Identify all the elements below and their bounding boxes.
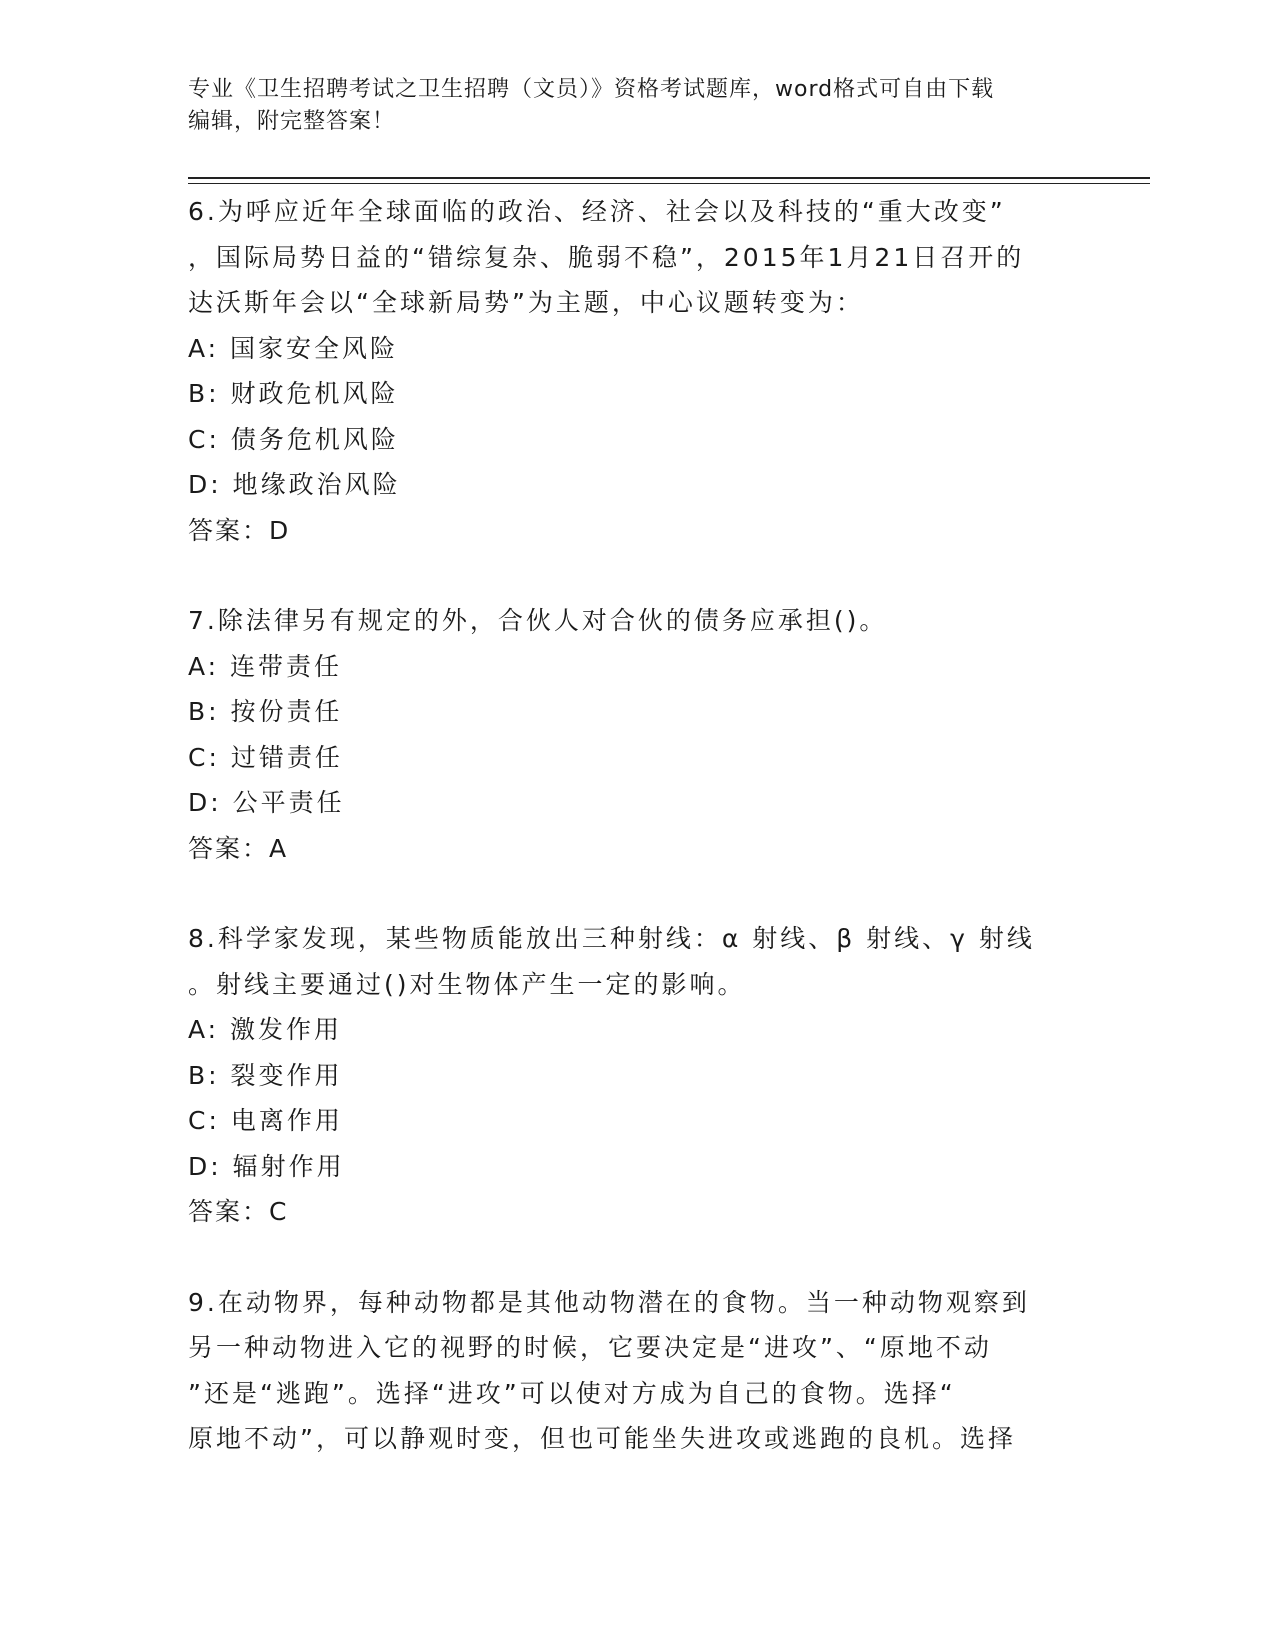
option-b: B: 按份责任 (188, 697, 343, 726)
answer-label: 答案：C (188, 1197, 289, 1226)
header-divider-thick (188, 177, 1150, 179)
answer-label: 答案：A (188, 833, 289, 863)
option-c: C: 债务危机风险 (188, 424, 399, 454)
question-text: 另一种动物进入它的视野的时候，它要决定是“进攻”、“原地不动 (188, 1333, 992, 1362)
option-d: D: 地缘政治风险 (188, 470, 401, 499)
question-block (188, 189, 1088, 553)
question-block (188, 598, 1088, 871)
question-block (188, 1280, 1088, 1462)
answer-label: 答案：D (188, 515, 291, 545)
question-text: 原地不动”，可以静观时变，但也可能坐失进攻或逃跑的良机。选择 (188, 1424, 1016, 1453)
option-d: D: 辐射作用 (188, 1151, 345, 1181)
option-b: B: 财政危机风险 (188, 379, 399, 408)
question-block (188, 916, 1088, 1235)
question-spacer (188, 871, 1088, 916)
option-a: A: 国家安全风险 (188, 333, 399, 363)
question-list (188, 189, 1088, 1462)
document-header (188, 74, 1088, 138)
header-line-1: 专业《卫生招聘考试之卫生招聘（文员）》资格考试题库，word格式可自由下载 (188, 77, 995, 102)
option-d: D: 公平责任 (188, 788, 345, 817)
question-text: 8.科学家发现，某些物质能放出三种射线：α 射线、β 射线、γ 射线 (188, 924, 1035, 953)
option-a: A: 激发作用 (188, 1015, 343, 1044)
question-spacer (188, 553, 1088, 598)
option-c: C: 过错责任 (188, 742, 343, 772)
header-divider-thin (188, 183, 1150, 184)
question-text: ”还是“逃跑”。选择“进攻”可以使对方成为自己的食物。选择“ (188, 1378, 956, 1408)
question-text: 。射线主要通过()对生物体产生一定的影响。 (188, 969, 746, 999)
option-b: B: 裂变作用 (188, 1060, 343, 1090)
question-text: 7.除法律另有规定的外，合伙人对合伙的债务应承担()。 (188, 606, 888, 635)
option-c: C: 电离作用 (188, 1106, 343, 1135)
question-spacer (188, 1235, 1088, 1280)
question-text: ，国际局势日益的“错综复杂、脆弱不稳”，2015年1月21日召开的 (188, 242, 1025, 272)
question-text: 9.在动物界，每种动物都是其他动物潜在的食物。当一种动物观察到 (188, 1287, 1030, 1317)
question-text: 6.为呼应近年全球面临的政治、经济、社会以及科技的“重大改变” (188, 197, 1006, 226)
header-line-2: 编辑，附完整答案！ (188, 109, 396, 134)
question-text: 达沃斯年会以“全球新局势”为主题，中心议题转变为： (188, 288, 864, 317)
option-a: A: 连带责任 (188, 651, 343, 681)
